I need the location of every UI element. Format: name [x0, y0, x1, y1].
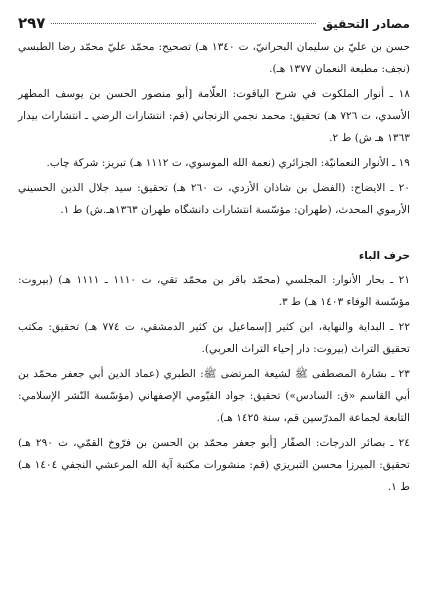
entry-24: ٢٤ ـ بصائر الدرجات: الصفّار [أبو جعفر محمّد بن الحسن بن فرّوخ القمّي، ت ٢٩٠ هـ) تحقيق: الميرزا محسن التبريزي (قم: منشورات مكتبة آية الله المرعشي النجفي ١٤٠٤ هـ) ط ١.: [18, 437, 410, 493]
top-entries: [18, 36, 410, 221]
running-title: مصادر التحقيق: [322, 17, 410, 31]
ba-entries: [18, 269, 410, 498]
page-number: ٢٩٧: [18, 14, 46, 32]
entry-23: ٢٣ ـ بشارة المصطفى ﷺ لشيعة المرتضى ﷺ: الطبري (عماد الدين أبي جعفر محمّد بن أبي القاسم «ق: السادس») تحقيق: جواد القيّومي الإصفهاني (مؤسّسة النّشر الإسلامي: التابعة لجماعة المدرّسين قم، سنة ١٤٢٥ هـ).: [18, 368, 410, 424]
section-heading-ba: حرف الباء: [358, 250, 410, 262]
entry-21: ٢١ ـ بحار الأنوار: المجلسي (محمّد باقر بن محمّد تقي، ت ١١١٠ ـ ١١١١ هـ) (بيروت: مؤسّسة الوفاء ١٤٠٣ هـ) ط ٣.: [18, 274, 411, 308]
entry-continuation: حسن بن عليّ بن سليمان البحرانيّ، ت ١٣٤٠ هـ) تصحيح: محمّد عليّ محمّد رضا الطبسي (نجف: مطبعة النعمان ١٣٧٧ هـ).: [18, 41, 410, 75]
header-dot-leader: [51, 23, 316, 24]
entry-20: ٢٠ ـ الايضاح: (الفضل بن شاذان الأزدي، ت ٢٦٠ هـ) تحقيق: سيد جلال الدين الحسيني الأرموي المحدث، (طهران: مؤسّسة انتشارات دانشگاه طهران ١٣٦٣هـ.ش) ط ١.: [18, 182, 410, 216]
entry-22: ٢٢ ـ البداية والنهاية، ابن كثير [إسماعيل بن كثير الدمشقي، ت ٧٧٤ هـ) تحقيق: مكتب تحقيق التراث (بيروت: دار إحياء التراث العربي).: [18, 321, 411, 355]
entry-18: ١٨ ـ أنوار الملكوت في شرح الياقوت: العلّامة [أبو منصور الحسن بن يوسف المطهر الأسدي، ت ٧٢٦ هـ) تحقيق: محمد نجمي الزنجاني (قم: انتشارات الرضي ـ انتشارات بيدار ١٣٦٣ هـ ش) ط ٢.: [18, 88, 410, 144]
entry-19: ١٩ ـ الأنوار النعمانيّة: الجزائري (نعمة الله الموسوي، ت ١١١٢ هـ) تبريز: شركة چاب.: [46, 157, 410, 169]
running-header: [18, 14, 410, 32]
